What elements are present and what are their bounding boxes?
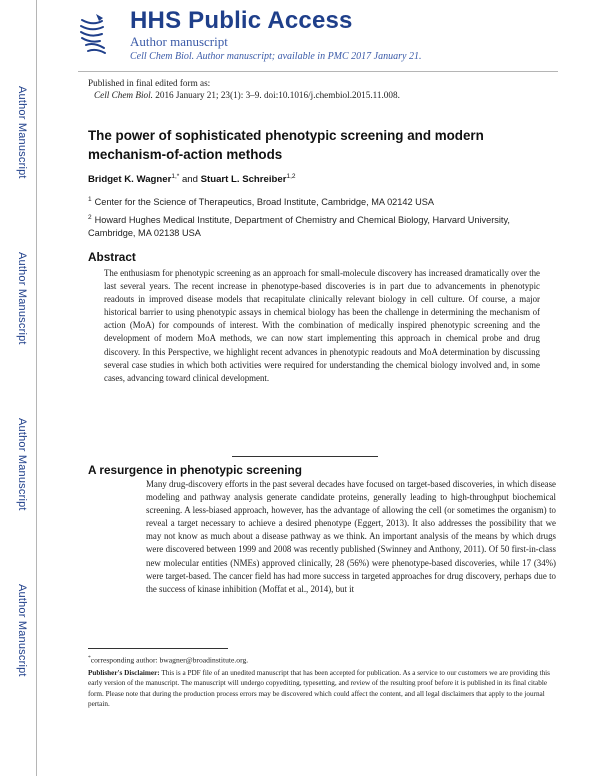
author-name: Bridget K. Wagner — [88, 174, 172, 186]
abstract-text: The enthusiasm for phenotypic screening as an approach for small-molecule discovery has increased dramatically over the last several years. The recent increase in phenotype-based discoveries is in part due to advancements in phenotypic readouts in improved disease models that recapitulate clinically relevant biology in cell culture. Of course, a major historical barrier to using phenotypic assays in chemical biology has been the challenge in determining the mechanism of action (MoA) for compounds of interest. With the combination of medically inspired phenotypic screening and the development of modern MoA methods, we can now start implementing this approach in chemical probe and drug discovery. In this Perspective, we highlight recent advances in phenotypic readouts and MoA determination by discussing several case studies in which both activities were required for understanding the chemical biology involved and, in some cases, advancing toward clinical development. — [104, 268, 540, 383]
brand-title: HHS Public Access — [130, 7, 353, 34]
side-label-author-manuscript: Author Manuscript — [16, 251, 28, 345]
affiliation-number: 2 — [88, 214, 92, 221]
footnote-divider — [88, 648, 228, 649]
side-label-author-manuscript: Author Manuscript — [16, 417, 28, 511]
disclaimer-label: Publisher's Disclaimer: — [88, 669, 160, 677]
section-heading: A resurgence in phenotypic screening — [88, 463, 302, 477]
brand-subtitle: Author manuscript — [130, 34, 228, 49]
corresponding-author-footnote — [88, 655, 248, 665]
side-label-author-manuscript: Author Manuscript — [16, 85, 28, 179]
author-joiner: and — [179, 174, 201, 186]
footnote-star: * — [88, 655, 91, 661]
disclaimer-text: This is a PDF file of an unedited manuscript that has been accepted for publication. As a service to our customers we are providing this early version of the manuscript. The manuscript will undergo copyediting, typesetting, and review of the resulting proof before it is published in its final citable form. Please note that during the production process errors may be discovered which could affect the content, and all legal disclaimers that apply to the journal pertain. — [88, 669, 550, 709]
published-in-label: Published in final edited form as: — [88, 78, 211, 88]
author-name: Stuart L. Schreiber — [200, 174, 287, 186]
abstract-heading: Abstract — [88, 250, 136, 264]
affiliation-text: Howard Hughes Medical Institute, Department of Chemistry and Chemical Biology, Harvard University, Cambridge, MA 02138 USA — [88, 215, 510, 239]
citation-details: 2016 January 21; 23(1): 3–9. doi:10.1016/j.chembiol.2015.11.008. — [152, 90, 400, 100]
publisher-disclaimer — [88, 668, 552, 710]
affiliation-2 — [88, 211, 538, 240]
affiliation-number: 1 — [88, 196, 92, 203]
article-title — [88, 126, 548, 164]
author-affiliation-mark: 1,* — [171, 173, 180, 180]
author-affiliation-mark: 1,2 — [286, 173, 296, 180]
section-body-text: Many drug-discovery efforts in the past several decades have focused on target-based discoveries, in which disease modeling and pathway analysis generate candidate proteins, generally leading to high-throughput biochemical screening. A less-biased approach, however, has the advantage of allowing the cell (or sometimes the organism) to reveal a target necessary to achieve a desired phenotype (Eggert, 2013). It also addresses the possibility that we may not know as much about a disease pathway as we think. An important analysis of the means by which drugs were discovered between 1999 and 2008 was recently published (Swinney and Anthony, 2011). Of 50 first-in-class new molecular entities (NMEs) approved clinically, 28 (56%) were phenotype-based discoveries, while 17 (34%) were target-based. The cancer field has had more success in targeted approaches for drug discovery, perhaps due to the success of kinase inhibition (Moffat et al., 2014), but it — [146, 479, 556, 594]
margin-rule — [36, 0, 37, 776]
title-line-2: mechanism-of-action methods — [88, 147, 283, 162]
pmc-availability-note: Cell Chem Biol. Author manuscript; available in PMC 2017 January 21. — [130, 51, 422, 62]
title-line-1: The power of sophisticated phenotypic screening and modern — [88, 128, 484, 143]
citation — [88, 89, 400, 101]
author-list — [88, 173, 296, 185]
hhs-brand — [130, 8, 421, 63]
header-divider — [78, 71, 558, 72]
abstract-divider — [232, 456, 378, 457]
affiliation-text: Center for the Science of Therapeutics, Broad Institute, Cambridge, MA 02142 USA — [94, 197, 435, 208]
publication-info — [88, 77, 400, 101]
footnote-text: corresponding author: bwagner@broadinstitute.org. — [90, 655, 249, 665]
affiliation-1 — [88, 193, 538, 209]
side-label-author-manuscript: Author Manuscript — [16, 583, 28, 677]
journal-name: Cell Chem Biol. — [94, 90, 153, 100]
hhs-eagle-logo-icon — [78, 12, 108, 58]
